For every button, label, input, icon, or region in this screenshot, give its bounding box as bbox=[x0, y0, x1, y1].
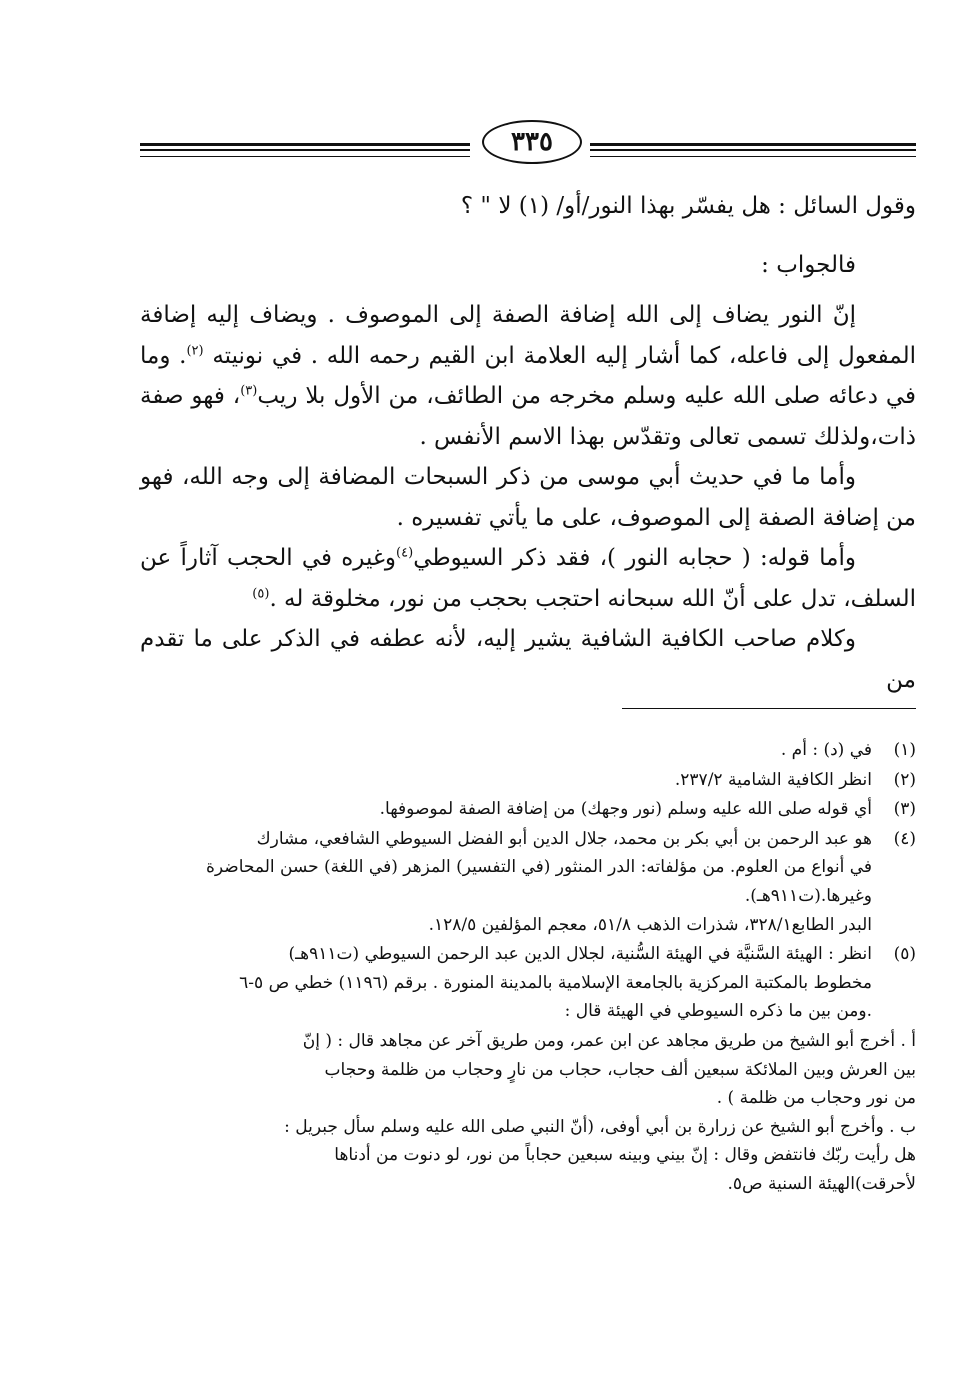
header-rule-left bbox=[140, 143, 470, 157]
footnote-line: في (د) : أم . bbox=[780, 740, 872, 760]
footnote-number: (١) bbox=[893, 740, 916, 760]
footnote-number: (٥) bbox=[893, 944, 916, 965]
paragraph-1-part-b: . وما في دعائه صلى الله عليه وسلم مخرجه من الطائف، من الأول بلا ريب bbox=[140, 342, 916, 409]
footnote-line: أ . أخرج أبو الشيخ من طريق مجاهد عن ابن عمر، ومن طريق آخر عن مجاهد قال : ( إنّ bbox=[302, 1030, 916, 1051]
footnote-number: (٢) bbox=[893, 769, 916, 790]
footnote-separator bbox=[622, 708, 916, 709]
footnote-ref-5: (٥) bbox=[252, 585, 270, 601]
footnote-line: وغيرها.(ت٩١١هـ). bbox=[744, 885, 872, 906]
page-number: ٣٣٥ bbox=[482, 120, 582, 164]
footnote-1 bbox=[140, 736, 916, 765]
footnote-5-quotes bbox=[140, 1027, 916, 1199]
header-rule-right bbox=[590, 143, 916, 157]
footnote-ref-3: (٣) bbox=[240, 383, 258, 399]
footnote-number: (٣) bbox=[893, 799, 916, 820]
paragraph-3-part-a: وأما قوله: ( حجابه النور )، فقد ذكر السيوطي bbox=[413, 545, 856, 571]
footnote-3 bbox=[140, 795, 916, 824]
footnote-4 bbox=[140, 825, 916, 939]
footnote-line: .ومن بين ما ذكره السيوطي في الهيئة قال : bbox=[564, 1001, 872, 1022]
footnote-line: انظر : الهيئة السَّنيَّة في الهيئة السُّنية، لجلال الدين عبد الرحمن السيوطي (ت٩١١هـ) bbox=[288, 944, 872, 965]
paragraph-1-part-c: ، فهو صفة ذات،ولذلك تسمى تعالى وتقدّس بهذا الاسم الأنفس . bbox=[140, 383, 916, 450]
page-header bbox=[140, 118, 916, 168]
footnote-line: هل رأيت ربّك فانتفض وقال : إنّ بيني وبينه سبعين حجاباً من نور، لو دنوت من أدناها bbox=[334, 1145, 916, 1166]
paragraph-1 bbox=[140, 295, 916, 457]
answer-heading: فالجواب : bbox=[761, 251, 856, 278]
paragraph-4: وكلام صاحب الكافية الشافية يشير إليه، لأنه عطفه في الذكر على ما تقدم من bbox=[140, 626, 916, 693]
footnote-line: من نور وحجاب من ظلمة ) . bbox=[716, 1088, 916, 1109]
footnotes bbox=[140, 736, 916, 1199]
footnote-2 bbox=[140, 766, 916, 795]
footnote-line: مخطوط بالمكتبة المركزية بالجامعة الإسلامية بالمدينة المنورة . برقم (١١٩٦) خطي ص ٥-٦ bbox=[239, 972, 872, 993]
footnote-line: هو عبد الرحمن بن أبي بكر بن محمد، جلال الدين أبو الفضل السيوطي الشافعي، مشارك bbox=[256, 828, 872, 849]
footnote-ref-4: (٤) bbox=[396, 545, 414, 561]
footnote-line: انظر الكافية الشامية ٢٣٧/٢. bbox=[674, 769, 872, 790]
footnote-line: في أنواع من العلوم. من مؤلفاته: الدر المنثور (في التفسير) المزهر (في اللغة) حسن المحاضرة bbox=[206, 857, 872, 878]
footnote-line: البدر الطابع٣٢٨/١، شذرات الذهب ٥١/٨، معجم المؤلفين ١٢٨/٥. bbox=[428, 914, 872, 935]
footnote-number: (٤) bbox=[893, 828, 916, 849]
footnote-line: أي قوله صلى الله عليه وسلم (نور وجهك) من إضافة الصفة لموصوفها. bbox=[379, 799, 872, 820]
paragraph-1-part-a: إنّ النور يضاف إلى الله إضافة الصفة إلى الموصوف . ويضاف إليه إضافة المفعول إلى فاعله، كما أشار إليه العلامة ابن القيم رحمه الله . في نونيته bbox=[140, 302, 916, 369]
paragraph-3-part-b: وغيره في الحجب آثاراً عن السلف، تدل على أنّ الله سبحانه احتجب بحجب من نور، مخلوقة له . bbox=[140, 545, 916, 612]
footnote-line: لأحرقت)الهيئة السنية ص٥. bbox=[727, 1173, 916, 1194]
paragraph-3 bbox=[140, 538, 916, 619]
footnote-line: ب . وأخرج أبو الشيخ عن زرارة بن أبي أوفى، (أنّ النبي صلى الله عليه وسلم سأل جبريل : bbox=[284, 1116, 916, 1137]
footnote-ref-2: (٢) bbox=[186, 342, 204, 358]
footnote-line: بين العرش وبين الملائكة سبعين ألف حجاب، حجاب من نارٍ وحجاب من ظلمة وحجاب bbox=[324, 1059, 916, 1080]
main-text bbox=[140, 186, 916, 700]
question-line: وقول السائل : هل يفسّر بهذا النور/أو/ (١) لا " ؟ bbox=[460, 193, 916, 219]
footnote-5 bbox=[140, 940, 916, 1026]
paragraph-2: وأما ما في حديث أبي موسى من ذكر السبحات المضافة إلى وجه الله، فهو من إضافة الصفة إلى الموصوف، على ما يأتي تفسيره . bbox=[140, 464, 916, 531]
